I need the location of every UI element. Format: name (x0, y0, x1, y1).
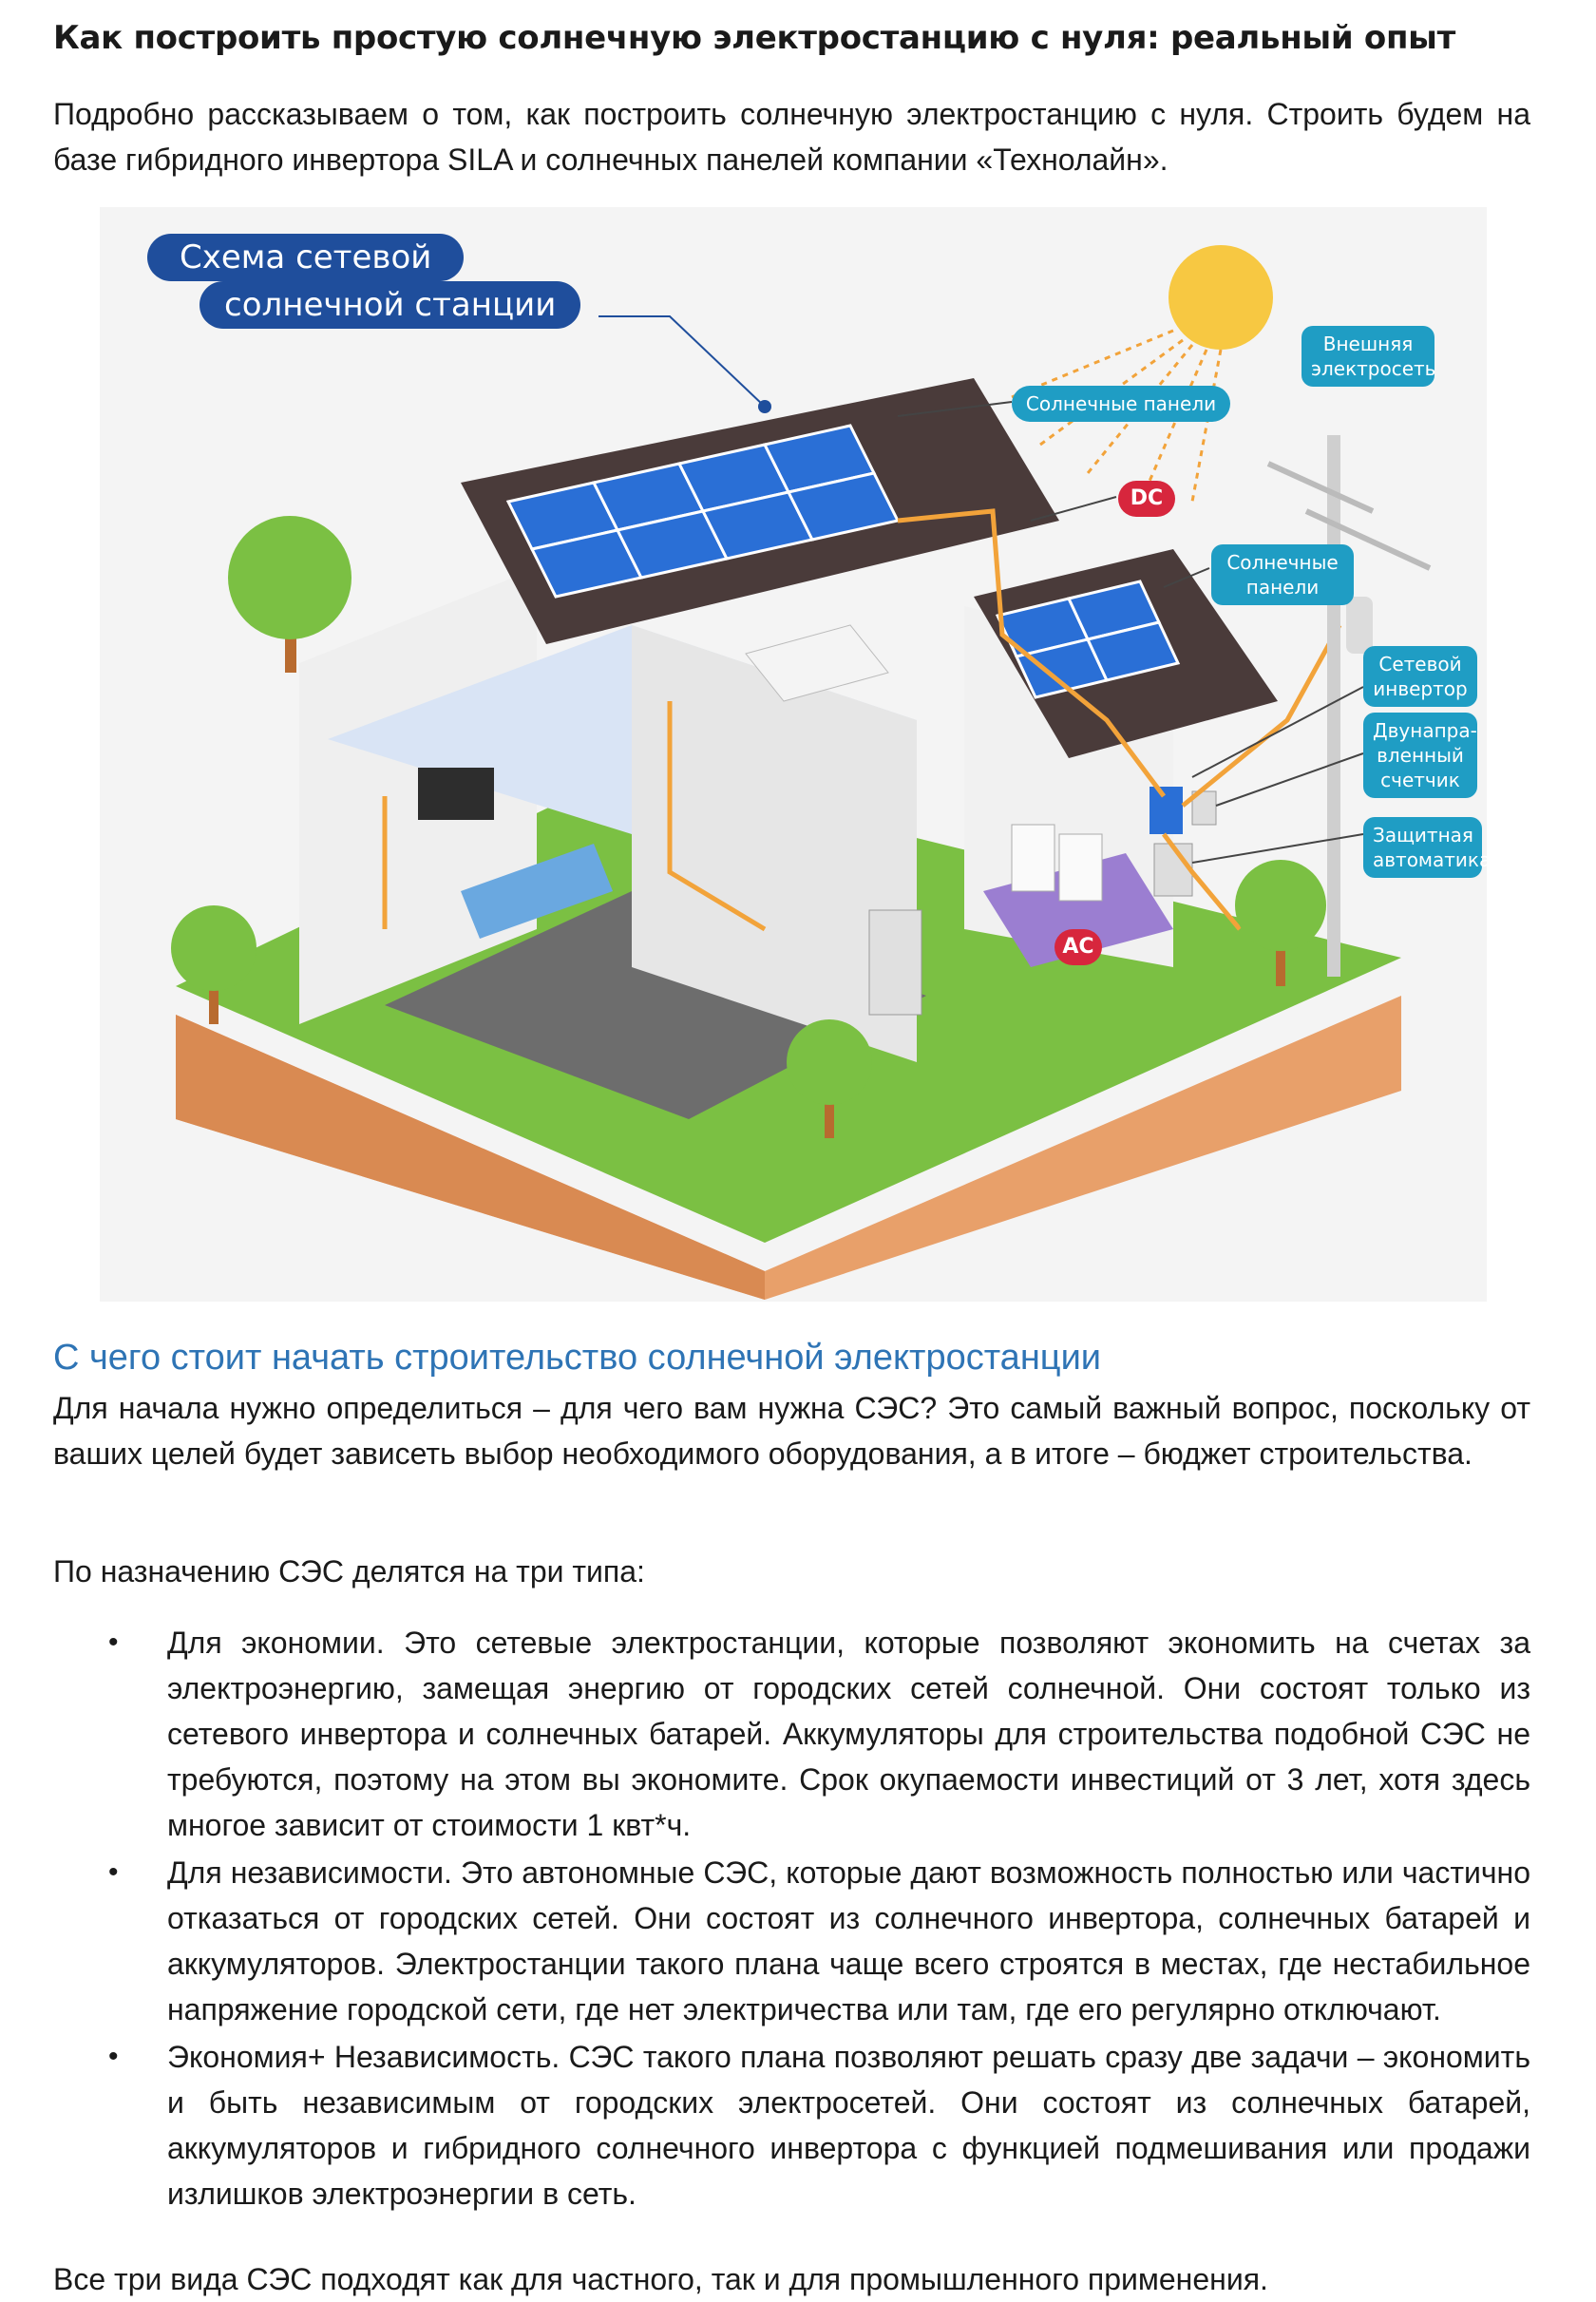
tv (418, 768, 494, 820)
list-item-text: Для независимости. Это автономные СЭС, которые дают возможность полностью или частично отказаться от городских сетей. Они состоят из солнечного инвертора, солнечных батарей и аккумуляторов. Электростанции такого плана чаще всего строятся в местах, где нестабильное напряжение городской сети, где нет электричества или там, где его регулярно отключают. (167, 1855, 1530, 2026)
label-panels-annex: Солнечные панели (1211, 544, 1354, 605)
bullet: • (108, 2041, 119, 2072)
badge-dc: DC (1118, 481, 1175, 517)
list-item (53, 1620, 1530, 1848)
list-item (53, 1850, 1530, 2032)
paragraph-applicability: Все три вида СЭС подходят как для частного, так и для промышленного применения. (53, 2262, 1268, 2296)
label-grid: Внешняя электросеть (1302, 326, 1434, 387)
bullet: • (108, 1856, 119, 1888)
diagram-svg (100, 207, 1487, 1302)
pole-transformer (1346, 597, 1373, 654)
fridge (869, 910, 922, 1015)
section-heading: С чего стоит начать строительство солнечной электростанции (53, 1338, 1102, 1378)
inverter-box (1150, 787, 1183, 834)
solar-station-diagram (100, 207, 1492, 1302)
list-item-text: Для экономии. Это сетевые электростанции, которые позволяют экономить на счетах за электроэнергию, замещая энергию от городских сетей солнечной. Они состоят только из сетевого инвертора и солнечных батарей. Аккумуляторы для строительства подобной СЭС не требуются, поэтому на этом вы экономите. Срок окупаемости инвестиций от 3 лет, хотя здесь многое зависит от стоимости 1 квт*ч. (167, 1626, 1530, 1842)
label-meter: Двунапра-вленный счетчик (1363, 713, 1477, 798)
list-item (53, 2034, 1530, 2216)
badge-ac: AC (1054, 929, 1102, 965)
bullet: • (108, 1627, 119, 1658)
label-inverter: Сетевой инвертор (1363, 646, 1477, 707)
sun-icon (1168, 245, 1273, 350)
paragraph-purpose: Для начала нужно определиться – для чего вам нужна СЭС? Это самый важный вопрос, поскольку от ваших целей будет зависеть выбор необходимого оборудования, а в итоге – бюджет строительства. (53, 1391, 1530, 1471)
diagram-title-line1: Схема сетевой (147, 234, 464, 281)
label-panels-main: Солнечные панели (1012, 386, 1230, 422)
list-item-text: Экономия+ Независимость. СЭС такого плана позволяют решать сразу две задачи – экономить и быть независимым от городских электросетей. Они состоят из солнечных батарей, аккумуляторов и гибридного солнечного инвертора с функцией подмешивания или продажи излишков электроэнергии в сеть. (167, 2040, 1530, 2211)
types-list (53, 1620, 1530, 2218)
intro-paragraph: Подробно рассказываем о том, как построить солнечную электростанцию с нуля. Строить будем на базе гибридного инвертора SILA и солнечных панелей компании «Технолайн». (53, 97, 1530, 177)
label-protection: Защитная автоматика (1363, 817, 1482, 878)
diagram-title-line2: солнечной станции (200, 281, 580, 329)
breaker-box (1154, 844, 1192, 896)
washer-2 (1059, 834, 1102, 901)
washer-1 (1012, 825, 1054, 891)
article-title: Как построить простую солнечную электростанцию с нуля: реальный опыт (53, 19, 1456, 57)
tree-left (228, 516, 352, 673)
paragraph-types-intro: По назначению СЭС делятся на три типа: (53, 1554, 645, 1589)
